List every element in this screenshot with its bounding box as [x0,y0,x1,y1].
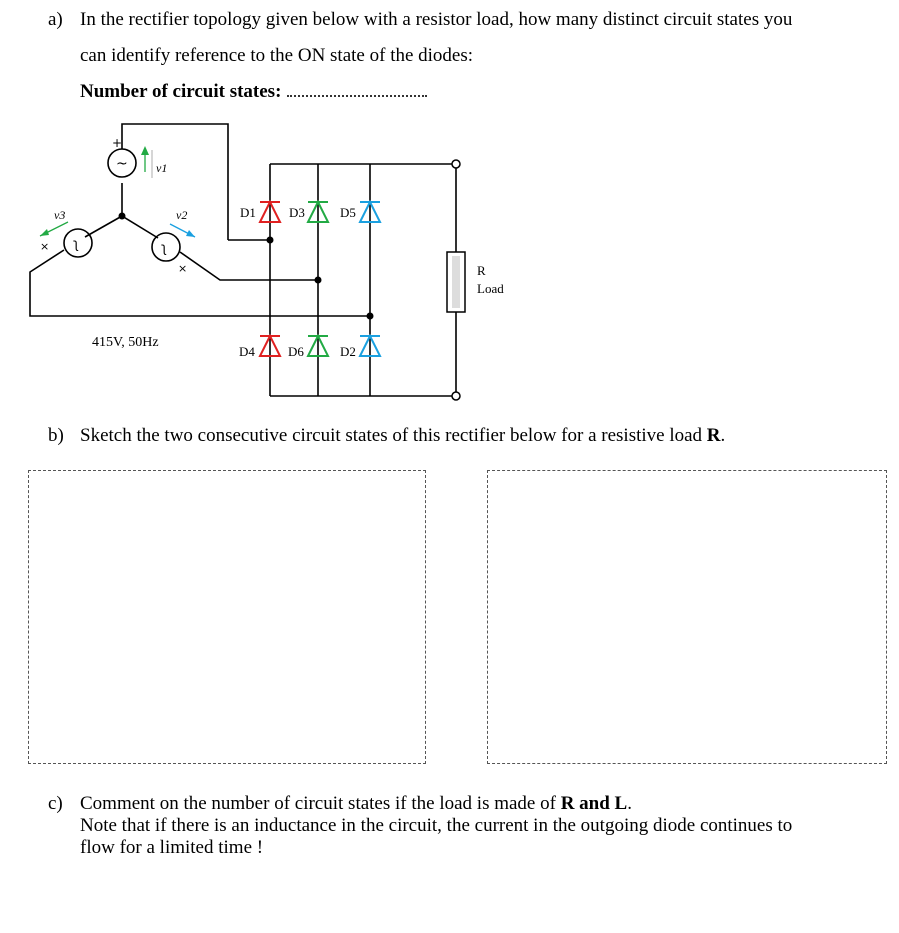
question-b-text [80,424,725,448]
answer-field[interactable] [287,81,427,97]
question-b-prefix: Sketch the two consecutive circuit states of this rectifier below for a resistive load [80,425,707,446]
svg-text:+: + [112,136,123,150]
svg-text:ʅ: ʅ [73,237,79,252]
sketch-box-state-1[interactable] [28,470,426,764]
question-c-label: c) [48,793,63,814]
svg-text:×: × [178,262,188,275]
label-r: R [477,263,486,278]
label-d3: D3 [289,205,305,220]
question-c-line3: flow for a limited time ! [80,837,264,858]
label-d1: D1 [240,205,256,220]
question-c-prefix: Comment on the number of circuit states if the load is made of [80,793,561,814]
question-c-line1 [80,792,632,816]
question-c-bold: R and L [560,793,628,814]
question-b-suffix: . [720,425,726,446]
svg-text:×: × [40,240,50,253]
question-c-line2: Note that if there is an inductance in the circuit, the current in the outgoing diode continues to [80,815,793,836]
svg-text:~: ~ [116,156,128,172]
question-a [48,8,63,32]
sketch-box-state-2[interactable] [487,470,887,764]
question-a-line2: can identify reference to the ON state of the diodes: [80,45,474,66]
label-load: Load [477,281,504,296]
label-v2: v2 [176,208,188,222]
label-v3: v3 [54,208,66,222]
question-a-label: a) [48,9,63,30]
label-d5: D5 [340,205,356,220]
source-rating: 415V, 50Hz [92,335,159,350]
label-v1: v1 [156,161,168,175]
label-d6: D6 [288,344,304,359]
rectifier-circuit-diagram [0,120,540,420]
label-d2: D2 [340,344,356,359]
question-a-line1: In the rectifier topology given below with a resistor load, how many distinct circuit states you [80,9,793,30]
answer-row [80,80,427,104]
answer-prompt: Number of circuit states: [80,81,282,102]
label-d4: D4 [239,344,255,359]
question-b-bold: R [706,425,721,446]
question-c-suffix: . [627,793,632,814]
question-b-label: b) [48,425,64,446]
svg-text:ʅ: ʅ [161,241,167,256]
